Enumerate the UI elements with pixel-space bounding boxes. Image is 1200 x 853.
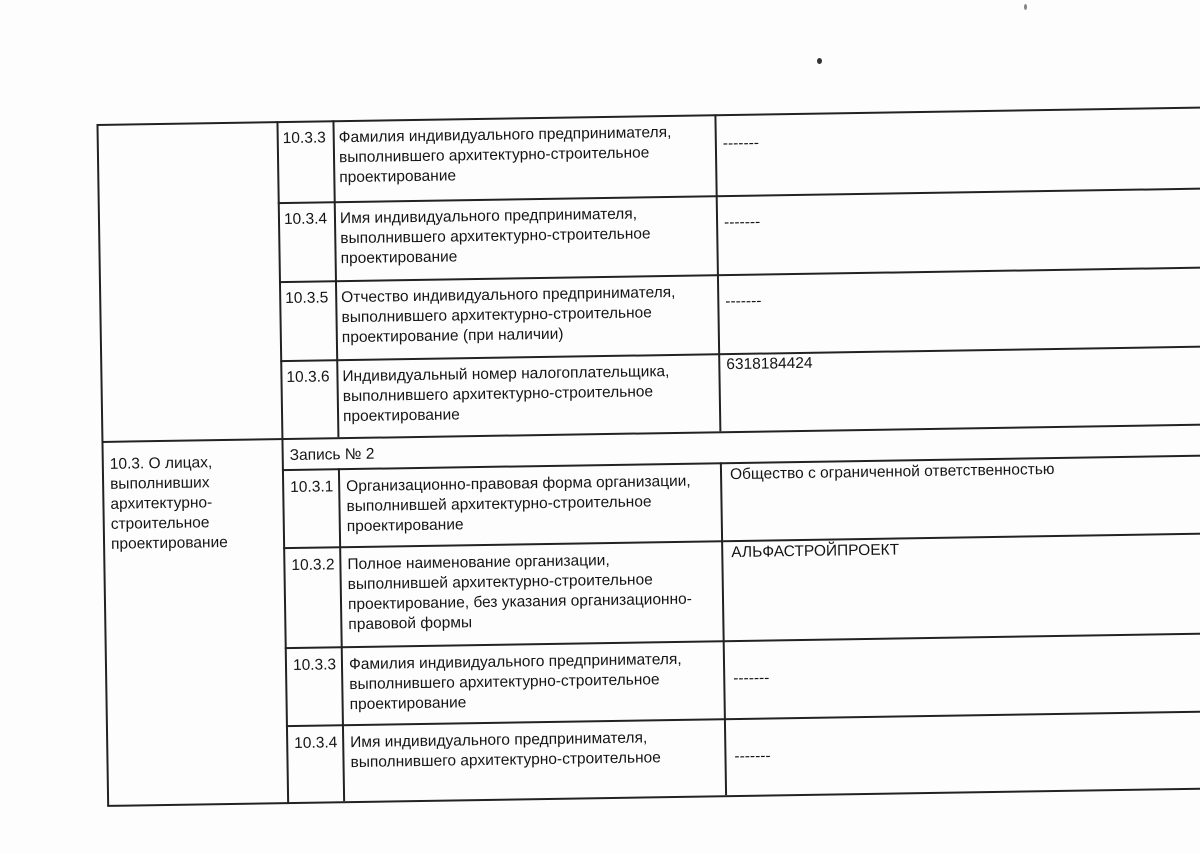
- row-label-line: выполнившего архитектурно-строительное: [338, 144, 650, 167]
- row-code: 10.3.4: [283, 210, 328, 229]
- data-table: [96, 76, 1200, 810]
- row-value: -------: [722, 134, 760, 153]
- row-label-line: Отчество индивидуального предпринимателя,: [341, 283, 676, 307]
- row-value: -------: [723, 213, 761, 232]
- row-label-line: выполнившего архитектурно-строительное: [350, 749, 661, 772]
- row-code: 10.3.1: [290, 478, 334, 496]
- section-label-line: выполнивших: [109, 474, 210, 493]
- row-label-line: Полное наименование организации,: [347, 551, 610, 574]
- row-label: [340, 204, 651, 269]
- row-code: 10.3.3: [282, 129, 326, 148]
- row-label: [347, 550, 692, 635]
- row-code: 10.3.3: [292, 656, 337, 674]
- row-value: -------: [734, 747, 771, 766]
- row-label: [342, 362, 670, 427]
- section-label: [110, 453, 228, 555]
- row-label: [346, 472, 691, 537]
- row-code: 10.3.4: [294, 734, 338, 752]
- row-label-line: Фамилия индивидуального предпринимателя,: [348, 650, 682, 674]
- section-label-line: проектирование: [110, 533, 228, 553]
- row-label-line: выполнившего архитектурно-строительное: [349, 671, 660, 694]
- row-value: Общество с ограниченной ответственностью: [729, 460, 1055, 484]
- row-label-line: Фамилия индивидуального предпринимателя,: [338, 123, 672, 147]
- row-label-line: выполнившего архитектурно-строительное: [342, 383, 654, 406]
- row-label-line: правовой формы: [348, 614, 473, 634]
- row-value: -------: [725, 292, 762, 311]
- row-label-line: выполнившего архитектурно-строительное: [340, 225, 651, 248]
- row-label-line: проектирование (при наличии): [341, 325, 564, 347]
- row-label-line: проектирование: [342, 406, 460, 426]
- row-label-line: выполнившей архитектурно-строительное: [347, 571, 653, 594]
- row-value: -------: [733, 669, 770, 688]
- row-label: [350, 728, 661, 773]
- row-label-line: проектирование: [349, 694, 467, 714]
- row-label-line: Организационно-правовая форма организации,: [346, 472, 691, 496]
- row-label: [349, 650, 683, 715]
- row-label-line: выполнившего архитектурно-строительное: [341, 304, 652, 327]
- row-code: 10.3.2: [291, 556, 335, 574]
- row-label-line: Имя индивидуального предпринимателя,: [339, 205, 638, 228]
- row-code: 10.3.5: [285, 289, 329, 308]
- section-label-line: 10.3. О лицах,: [109, 454, 213, 473]
- scan-speck: [1024, 4, 1027, 10]
- row-code: 10.3.6: [286, 368, 330, 387]
- section-label-line: архитектурно-: [110, 494, 213, 513]
- row-label-line: проектирование: [339, 167, 457, 187]
- record-header: Запись № 2: [289, 445, 375, 465]
- row-label: [339, 123, 673, 188]
- section-label-line: строительное: [110, 514, 210, 533]
- row-label-line: проектирование, без указания организационно-: [347, 590, 693, 614]
- row-label-line: проектирование: [346, 516, 464, 536]
- row-label-line: Имя индивидуального предпринимателя,: [350, 729, 648, 752]
- row-label: [341, 283, 676, 348]
- row-label-line: Индивидуальный номер налогоплательщика,: [342, 363, 670, 386]
- row-value: 6318184424: [726, 354, 813, 374]
- row-value: АЛЬФАСТРОЙПРОЕКТ: [731, 541, 900, 562]
- row-label-line: проектирование: [340, 248, 458, 268]
- row-label-line: выполнившей архитектурно-строительное: [346, 493, 652, 516]
- scan-speck: [817, 58, 822, 64]
